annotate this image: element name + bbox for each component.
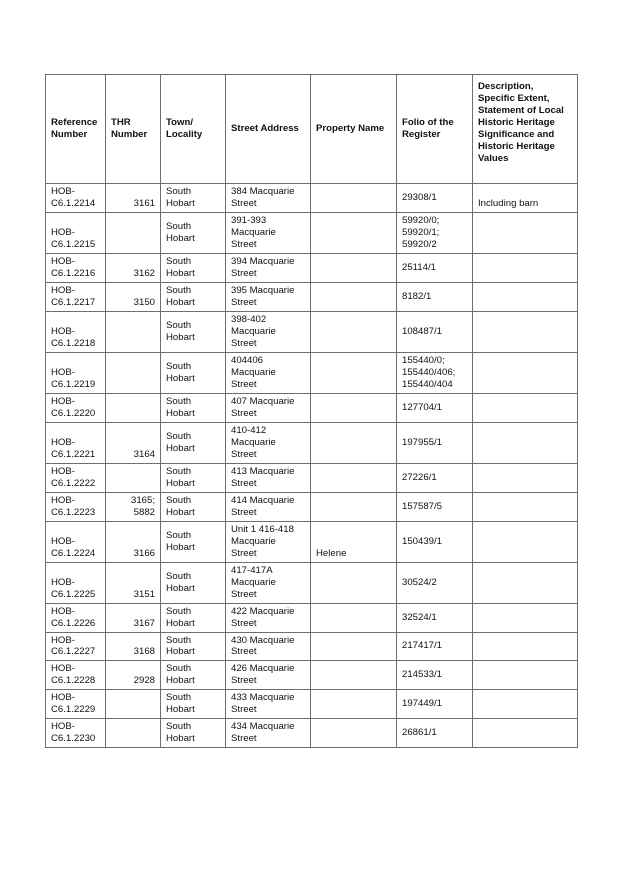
cell-reference-number: HOB- C6.1.2230: [46, 719, 106, 748]
cell-description: [473, 463, 578, 492]
cell-reference-number: HOB- C6.1.2218: [46, 311, 106, 352]
table-row: [46, 603, 578, 632]
cell-town-locality: South Hobart: [161, 463, 226, 492]
cell-folio: 155440/0; 155440/406; 155440/404: [397, 352, 473, 393]
cell-description: [473, 282, 578, 311]
header-street-address: Street Address: [226, 75, 311, 184]
cell-reference-number: HOB- C6.1.2216: [46, 253, 106, 282]
cell-folio: 27226/1: [397, 463, 473, 492]
cell-town-locality: South Hobart: [161, 492, 226, 521]
cell-thr-number: 2928: [106, 661, 161, 690]
cell-description: [473, 690, 578, 719]
table-row: [46, 632, 578, 661]
cell-property-name: [311, 282, 397, 311]
heritage-register-table: [45, 74, 578, 748]
cell-folio: 8182/1: [397, 282, 473, 311]
cell-street-address: 433 Macquarie Street: [226, 690, 311, 719]
cell-description: [473, 562, 578, 603]
cell-thr-number: 3164: [106, 422, 161, 463]
cell-town-locality: South Hobart: [161, 393, 226, 422]
cell-street-address: 426 Macquarie Street: [226, 661, 311, 690]
header-town-locality: Town/ Locality: [161, 75, 226, 184]
cell-folio: 29308/1: [397, 184, 473, 213]
cell-town-locality: South Hobart: [161, 562, 226, 603]
cell-folio: 127704/1: [397, 393, 473, 422]
cell-folio: 108487/1: [397, 311, 473, 352]
cell-town-locality: South Hobart: [161, 282, 226, 311]
cell-street-address: 404406 Macquarie Street: [226, 352, 311, 393]
cell-street-address: 395 Macquarie Street: [226, 282, 311, 311]
cell-thr-number: [106, 352, 161, 393]
table-row: [46, 352, 578, 393]
cell-thr-number: 3161: [106, 184, 161, 213]
cell-property-name: [311, 311, 397, 352]
cell-description: [473, 492, 578, 521]
header-thr-number: THR Number: [106, 75, 161, 184]
cell-town-locality: South Hobart: [161, 212, 226, 253]
cell-description: [473, 719, 578, 748]
cell-reference-number: HOB- C6.1.2228: [46, 661, 106, 690]
cell-description: [473, 352, 578, 393]
cell-description: [473, 253, 578, 282]
cell-street-address: Unit 1 416-418 Macquarie Street: [226, 521, 311, 562]
table-row: [46, 562, 578, 603]
cell-thr-number: 3168: [106, 632, 161, 661]
cell-thr-number: 3150: [106, 282, 161, 311]
cell-reference-number: HOB- C6.1.2229: [46, 690, 106, 719]
cell-description: [473, 521, 578, 562]
cell-folio: 157587/5: [397, 492, 473, 521]
table-row: [46, 212, 578, 253]
table-row: [46, 184, 578, 213]
cell-street-address: 434 Macquarie Street: [226, 719, 311, 748]
cell-reference-number: HOB- C6.1.2226: [46, 603, 106, 632]
cell-town-locality: South Hobart: [161, 690, 226, 719]
cell-town-locality: South Hobart: [161, 253, 226, 282]
table-header-row: [46, 75, 578, 184]
cell-street-address: 430 Macquarie Street: [226, 632, 311, 661]
cell-reference-number: HOB- C6.1.2224: [46, 521, 106, 562]
table-row: [46, 690, 578, 719]
cell-thr-number: 3166: [106, 521, 161, 562]
cell-reference-number: HOB- C6.1.2214: [46, 184, 106, 213]
cell-folio: 30524/2: [397, 562, 473, 603]
table-row: [46, 492, 578, 521]
cell-reference-number: HOB- C6.1.2215: [46, 212, 106, 253]
header-description: Description, Specific Extent, Statement of Local Historic Heritage Significance and Historic Heritage Values: [473, 75, 578, 184]
table-row: [46, 463, 578, 492]
header-property-name: Property Name: [311, 75, 397, 184]
cell-property-name: [311, 661, 397, 690]
cell-property-name: Helene: [311, 521, 397, 562]
cell-street-address: 394 Macquarie Street: [226, 253, 311, 282]
cell-thr-number: [106, 311, 161, 352]
cell-property-name: [311, 463, 397, 492]
table-row: [46, 521, 578, 562]
cell-property-name: [311, 184, 397, 213]
table-row: [46, 422, 578, 463]
cell-town-locality: South Hobart: [161, 311, 226, 352]
cell-thr-number: 3151: [106, 562, 161, 603]
cell-reference-number: HOB- C6.1.2225: [46, 562, 106, 603]
cell-property-name: [311, 253, 397, 282]
cell-description: [473, 422, 578, 463]
cell-folio: 197955/1: [397, 422, 473, 463]
cell-property-name: [311, 212, 397, 253]
cell-property-name: [311, 719, 397, 748]
cell-thr-number: 3162: [106, 253, 161, 282]
cell-description: [473, 212, 578, 253]
cell-street-address: 414 Macquarie Street: [226, 492, 311, 521]
cell-town-locality: South Hobart: [161, 719, 226, 748]
cell-thr-number: [106, 690, 161, 719]
header-reference-number: Reference Number: [46, 75, 106, 184]
cell-street-address: 422 Macquarie Street: [226, 603, 311, 632]
cell-folio: 32524/1: [397, 603, 473, 632]
cell-street-address: 417-417A Macquarie Street: [226, 562, 311, 603]
table-row: [46, 719, 578, 748]
cell-folio: 150439/1: [397, 521, 473, 562]
cell-street-address: 410-412 Macquarie Street: [226, 422, 311, 463]
cell-thr-number: 3167: [106, 603, 161, 632]
cell-thr-number: [106, 719, 161, 748]
cell-folio: 25114/1: [397, 253, 473, 282]
cell-reference-number: HOB- C6.1.2223: [46, 492, 106, 521]
cell-folio: 214533/1: [397, 661, 473, 690]
cell-folio: 197449/1: [397, 690, 473, 719]
cell-property-name: [311, 422, 397, 463]
cell-property-name: [311, 632, 397, 661]
cell-description: [473, 661, 578, 690]
header-folio: Folio of the Register: [397, 75, 473, 184]
cell-reference-number: HOB- C6.1.2221: [46, 422, 106, 463]
cell-folio: 26861/1: [397, 719, 473, 748]
cell-property-name: [311, 690, 397, 719]
cell-thr-number: [106, 212, 161, 253]
cell-town-locality: South Hobart: [161, 422, 226, 463]
cell-town-locality: South Hobart: [161, 521, 226, 562]
cell-street-address: 407 Macquarie Street: [226, 393, 311, 422]
cell-thr-number: [106, 393, 161, 422]
cell-description: [473, 393, 578, 422]
cell-town-locality: South Hobart: [161, 184, 226, 213]
table-row: [46, 253, 578, 282]
cell-property-name: [311, 562, 397, 603]
cell-town-locality: South Hobart: [161, 661, 226, 690]
cell-folio: 59920/0; 59920/1; 59920/2: [397, 212, 473, 253]
cell-folio: 217417/1: [397, 632, 473, 661]
cell-description: [473, 632, 578, 661]
cell-reference-number: HOB- C6.1.2227: [46, 632, 106, 661]
cell-reference-number: HOB- C6.1.2222: [46, 463, 106, 492]
table-row: [46, 311, 578, 352]
cell-description: [473, 311, 578, 352]
table-row: [46, 282, 578, 311]
cell-street-address: 391-393 Macquarie Street: [226, 212, 311, 253]
cell-property-name: [311, 603, 397, 632]
cell-town-locality: South Hobart: [161, 603, 226, 632]
table-row: [46, 393, 578, 422]
cell-street-address: 413 Macquarie Street: [226, 463, 311, 492]
table-row: [46, 661, 578, 690]
cell-town-locality: South Hobart: [161, 632, 226, 661]
cell-property-name: [311, 393, 397, 422]
cell-reference-number: HOB- C6.1.2219: [46, 352, 106, 393]
cell-thr-number: 3165; 5882: [106, 492, 161, 521]
cell-street-address: 384 Macquarie Street: [226, 184, 311, 213]
cell-reference-number: HOB- C6.1.2217: [46, 282, 106, 311]
cell-property-name: [311, 352, 397, 393]
cell-description: Including barn: [473, 184, 578, 213]
cell-thr-number: [106, 463, 161, 492]
cell-reference-number: HOB- C6.1.2220: [46, 393, 106, 422]
cell-street-address: 398-402 Macquarie Street: [226, 311, 311, 352]
cell-property-name: [311, 492, 397, 521]
cell-town-locality: South Hobart: [161, 352, 226, 393]
table-body: [46, 184, 578, 748]
cell-description: [473, 603, 578, 632]
